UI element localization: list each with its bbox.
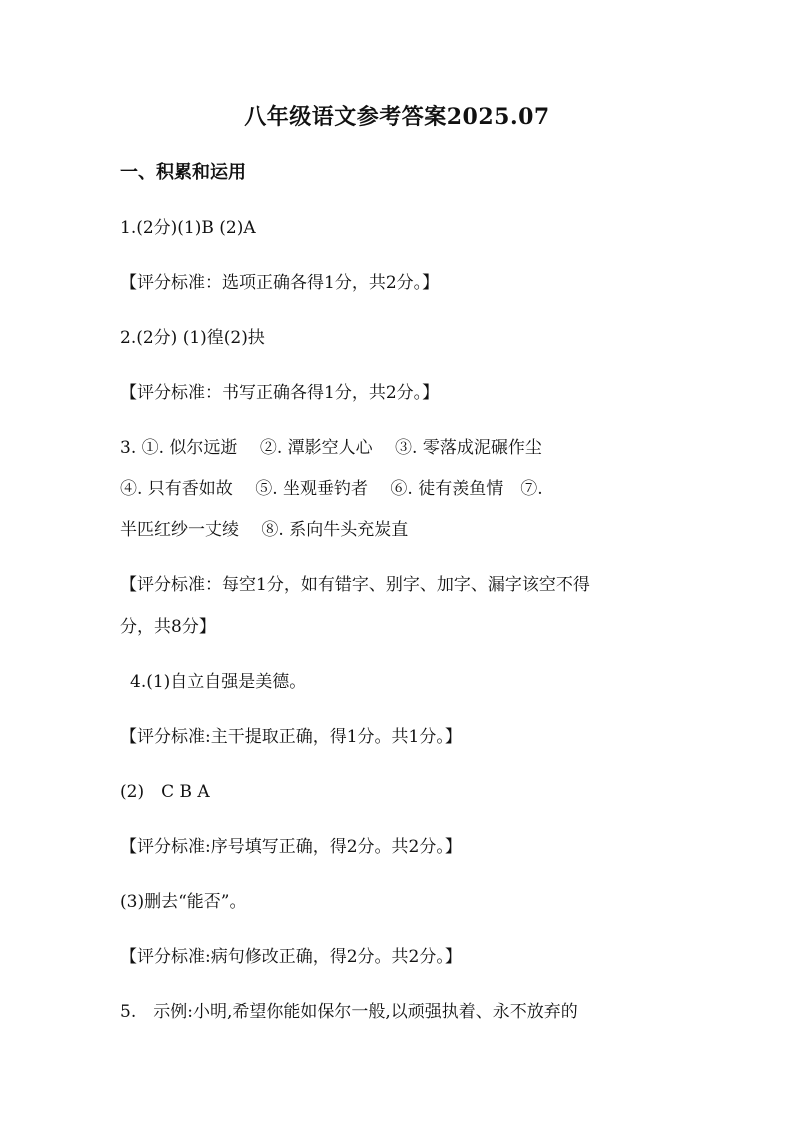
document-title: 八年级语文参考答案2025.07 bbox=[244, 104, 550, 130]
scoring-note-3a: 【评分标准：每空1分，如有错字、别字、加字、漏字该空不得 bbox=[120, 575, 590, 595]
answer-line-2: 2.(2分) (1)徨(2)抉 bbox=[120, 328, 265, 348]
answer-line-3b: ④. 只有香如故 ⑤. 坐观垂钓者 ⑥. 徒有羡鱼情 ⑦. bbox=[120, 479, 543, 499]
scoring-note-3b: 分，共8分】 bbox=[120, 617, 216, 637]
section-heading: 一、积累和运用 bbox=[120, 162, 246, 183]
answer-line-4-1: 4.(1)自立自强是美德。 bbox=[130, 672, 307, 692]
scoring-note-2: 【评分标准：书写正确各得1分，共2分。】 bbox=[120, 383, 440, 403]
answer-line-4-2: (2) C B A bbox=[120, 782, 210, 802]
scoring-note-1: 【评分标准：选项正确各得1分，共2分。】 bbox=[120, 273, 440, 293]
scoring-note-4-3: 【评分标准:病句修改正确，得2分。共2分。】 bbox=[120, 947, 462, 967]
scoring-note-4-2: 【评分标准:序号填写正确，得2分。共2分。】 bbox=[120, 837, 462, 857]
scoring-note-4-1: 【评分标准:主干提取正确，得1分。共1分。】 bbox=[120, 727, 462, 747]
answer-line-3c: 半匹红纱一丈绫 ⑧. 系向牛头充炭直 bbox=[120, 520, 409, 540]
answer-line-3a: 3. ①. 似尔远逝 ②. 潭影空人心 ③. 零落成泥碾作尘 bbox=[120, 438, 542, 458]
answer-line-5: 5. 示例:小明,希望你能如保尔一般,以顽强执着、永不放弃的 bbox=[120, 1002, 578, 1022]
answer-line-1: 1.(2分)(1)B (2)A bbox=[120, 218, 256, 238]
answer-line-4-3: (3)删去“能否”。 bbox=[120, 892, 247, 912]
